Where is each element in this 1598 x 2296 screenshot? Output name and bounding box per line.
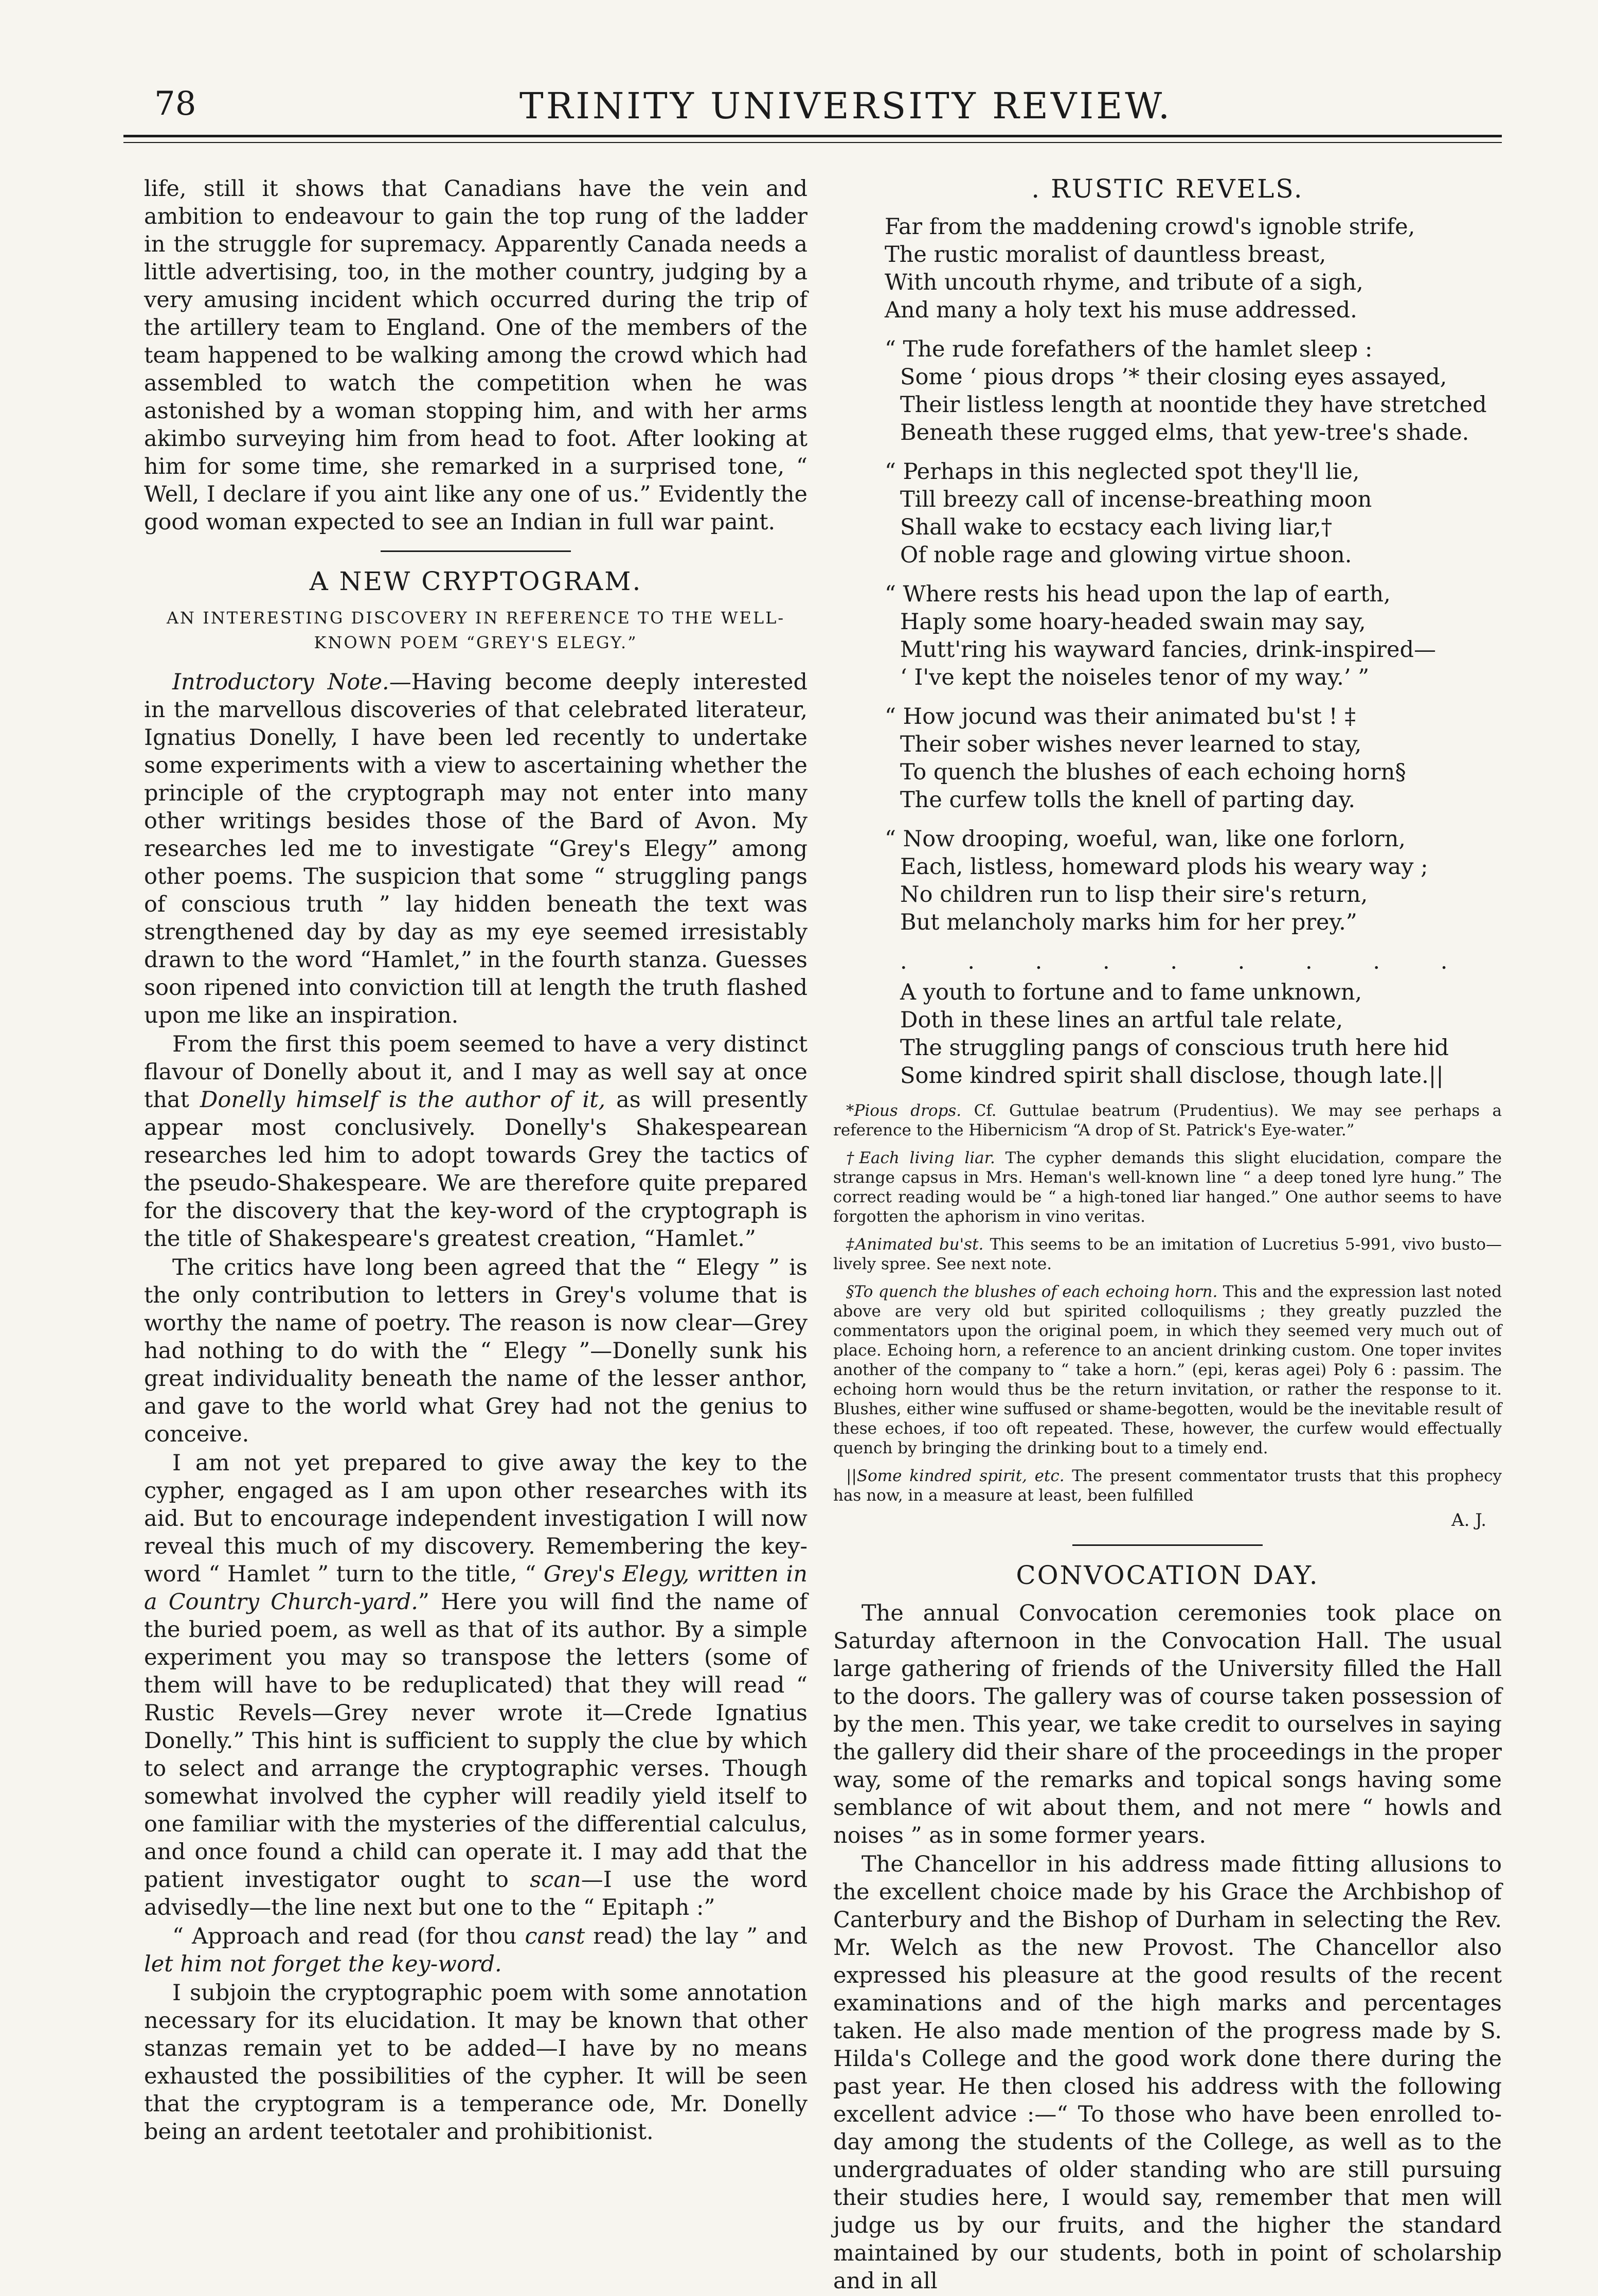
footnote-label: †Each living liar. [846, 1149, 995, 1167]
p2-text-a: From the first this poem seemed to have a very distinct flavour of Donelly about it, and I may as well say at once that [144, 1031, 807, 1113]
stanza [885, 703, 1502, 814]
p5-italic-keyword: let him not forget the key-word. [144, 1951, 502, 1977]
poem-line: Doth in these lines an artful tale relate, [900, 1007, 1343, 1033]
stanza [885, 335, 1502, 447]
continued-paragraph: life, still it shows that Canadians have the vein and ambition to endeavour to gain the top rung of the ladder in the struggle for supremacy. Apparently Canada needs a little advertising, too, in the mother country, judging by a very amusing incident which occurred during the trip of the artillery team to England. One of the members of the team happened to be walking among the crowd which had assembled to watch the competition when he was astonished by a woman stopping him, and with her arms akimbo surveying him from head to foot. After looking at him for some time, she remarked in a surprised tone, “ Well, I declare if you aint like any one of us.” Evidently the good woman expected to see an Indian in full war paint. [144, 176, 807, 535]
p5-italic-canst: canst [525, 1924, 585, 1949]
poem-line: Some kindred spirit shall disclose, though late.|| [900, 1063, 1444, 1089]
poem [833, 213, 1502, 1090]
footnote [833, 1466, 1502, 1505]
poem-line: To quench the blushes of each echoing horn§ [900, 759, 1406, 785]
p4-text-c: —I use the word advisedly—the line next but one to the “ Epitaph :” [144, 1867, 807, 1920]
poem-line: “ The rude forefathers of the hamlet sleep : [885, 336, 1373, 362]
poem-line: ‘ I've kept the noiseles tenor of my way.’ ” [900, 665, 1370, 690]
poem-line: And many a holy text his muse addressed. [885, 297, 1357, 323]
poem-line: The struggling pangs of conscious truth here hid [900, 1035, 1449, 1061]
poem-line: Their listless length at noontide they have stretched [900, 392, 1487, 418]
section-title: CONVOCATION DAY. [1016, 1560, 1319, 1590]
poem-line: Beneath these rugged elms, that yew-tree's shade. [900, 420, 1469, 446]
poem-line: “ Now drooping, woeful, wan, like one forlorn, [885, 826, 1406, 852]
paragraph-3: The critics have long been agreed that the “ Elegy ” is the only contribution to letters in Grey's volume that is worthy the name of poetry. The reason is now clear—Grey had nothing to do with the “ Elegy ”—Donelly sunk his great individuality beneath the name of the lesser anthor, and gave to the world what Grey had not the genius to conceive. [144, 1255, 807, 1447]
intro-label: Introductory Note. [172, 669, 389, 695]
p2-italic: Donelly himself is the author of it, [200, 1087, 606, 1113]
poem-line: “ Where rests his head upon the lap of earth, [885, 581, 1391, 607]
stanza [885, 213, 1502, 324]
poem-line: The rustic moralist of dauntless breast, [885, 242, 1326, 268]
footnote-text: This seems to be an imitation of Lucretius 5-991, vivo busto—lively spree. See next note. [833, 1235, 1502, 1273]
footnote-label: §To quench the blushes of each echoing horn. [846, 1283, 1218, 1301]
poem-line: Till breezy call of incense-breathing moon [900, 487, 1372, 512]
poem-line: “ Perhaps in this neglected spot they'll lie, [885, 459, 1360, 485]
footnote-text: Cf. Guttulae beatrum (Prudentius). We may see perhaps a reference to the Hibernicism “A drop of St. Patrick's Eye-water.” [833, 1101, 1502, 1140]
poem-line: Each, listless, homeward plods his weary way ; [900, 854, 1428, 880]
footnote-label: ||Some kindred spirit, etc. [846, 1467, 1065, 1485]
footnote [833, 1148, 1502, 1226]
poem-line: Mutt'ring his wayward fancies, drink-inspired— [900, 637, 1437, 663]
header-rule [123, 135, 1502, 137]
footnote-text: This and the expression last noted above are very old but spirited colloquilisms ; they greatly puzzled the commentators upon the original poem, in which they seemed very much out of place. Echoing horn, a reference to an ancient drinking custom. One toper invites another of the company to “ take a horn.” (epi, keras agei) Poly 6 : passim. The echoing horn would thus be the return invitation, or rather the response to it. Blushes, either wine suffused or shame-begotten, would be the inevitable result of these echoes, if too oft repeated. These, however, the curfew would effectually quench by bringing the drinking bout to a timely end. [833, 1283, 1502, 1457]
stanza [885, 458, 1502, 569]
poem-title: . RUSTIC REVELS. [1031, 174, 1304, 204]
poem-line: “ How jocund was their animated bu'st ! ‡ [885, 704, 1356, 729]
p5-text-a: “ Approach and read (for thou [172, 1924, 525, 1949]
poem-line: Some ‘ pious drops ’* their closing eyes assayed, [900, 364, 1447, 390]
footnote [833, 1101, 1502, 1140]
poem-line: Far from the maddening crowd's ignoble strife, [885, 214, 1415, 240]
p4-text-b: ” Here you will find the name of the buried poem, as well as that of its author. By a simple experiment you may so transpose the letters (some of them will have to be reduplicated) that they will read “ Rustic Revels—Grey never wrote it—Crede Ignatius Donelly.” This hint is sufficient to supply the clue by which to select and arrange the cryptographic verses. Though somewhat involved the cypher will readily yield itself to one familiar with the mysteries of the differential calculus, and once found a child can operate it. I may add that the patient investigator ought to [144, 1589, 807, 1893]
p4-italic-scan: scan [530, 1867, 581, 1893]
article-subtitle: AN INTERESTING DISCOVERY IN REFERENCE TO THE WELL-KNOWN POEM “GREY'S ELEGY.” [166, 608, 785, 652]
intro-text: —Having become deeply interested in the marvellous discoveries of that celebrated literateur, Ignatius Donelly, I have been led recently to undertake some experiments with a view to ascertaining whether the principle of the cryptograph may not enter into many other writings besides those of the Bard of Avon. My researches led me to investigate “Grey's Elegy” among other poems. The suspicion that some “ struggling pangs of conscious truth ” lay hidden beneath the text was strengthened day by day as my eye seemed irresistably drawn to the word “Hamlet,” in the fourth stanza. Guesses soon ripened into conviction till at length the truth flashed upon me like an inspiration. [144, 669, 807, 1028]
footnote-text: The cypher demands this slight elucidation, compare the strange capsus in Mrs. Heman's well-known line “ a deep toned lyre hung.” The correct reading would be “ a high-toned liar hanged.” One author seems to have forgotten the aphorism in vino veritas. [833, 1149, 1502, 1226]
footnote [833, 1235, 1502, 1274]
paragraph-4 [144, 1449, 807, 1921]
footnote-label: *Pious drops. [846, 1101, 962, 1120]
footnotes [833, 1101, 1502, 1530]
section-separator [1072, 1544, 1263, 1546]
poem-line: The curfew tolls the knell of parting day. [900, 787, 1356, 813]
header-rule-thin [123, 142, 1502, 143]
stanza [885, 825, 1502, 936]
poem-line: Their sober wishes never learned to stay, [900, 732, 1362, 757]
page-number: 78 [154, 85, 196, 123]
convocation-paragraph-1: The annual Convocation ceremonies took place on Saturday afternoon in the Convocation Hall. The usual large gathering of friends of the University filled the Hall to the doors. The gallery was of course taken possession of by the men. This year, we take credit to ourselves in saying the gallery did their share of the proceedings in the proper way, some of the remarks and topical songs having some semblance of wit about them, and not mere “ howls and noises ” as in some former years. [833, 1600, 1502, 1848]
poem-line: Shall wake to ecstacy each living liar,† [900, 514, 1333, 540]
paragraph-5 [144, 1923, 807, 1978]
p2-text-b: as will presently appear most conclusively. Donelly's Shakespearean researches led him to adopt towards Grey the tactics of the pseudo-Shakespeare. We are therefore quite prepared for the discovery that the key-word of the cryptograph is the title of Shakespeare's greatest creation, “Hamlet.” [144, 1087, 807, 1252]
running-head: TRINITY UNIVERSITY REVIEW. [519, 85, 1173, 127]
poem-line: No children run to lisp their sire's return, [900, 882, 1368, 907]
convocation-paragraph-2: The Chancellor in his address made fitting allusions to the excellent choice made by his Grace the Archbishop of Canterbury and the Bishop of Durham in selecting the Rev. Mr. Welch as the new Provost. The Chancellor also expressed his pleasure at the good results of the recent examinations and of the high marks and percentages taken. He also made mention of the progress made by S. Hilda's College and the good work done there during the past year. He then closed his address with the following excellent advice :—“ To those who have been enrolled to-day among the students of the College, as well as to the undergraduates of older standing who are still pursuing their studies here, I would say, remember that men will judge us by our fruits, and the higher the standard maintained by our students, both in point of scholarship and in all [833, 1852, 1502, 2294]
author-signature: A. J. [1451, 1510, 1486, 1530]
p4-text-a: I am not yet prepared to give away the key to the cypher, engaged as I am upon other researches with its aid. But to encourage independent investigation I will now reveal this much of my discovery. Remembering the key-word “ Hamlet ” turn to the title, “ [144, 1450, 807, 1587]
poem-line: Of noble rage and glowing virtue shoon. [900, 542, 1352, 568]
right-column [833, 175, 1502, 2296]
poem-line: A youth to fortune and to fame unknown, [900, 980, 1362, 1005]
p4-italic-title: Grey's Elegy, written in a Country Church-yard. [144, 1561, 807, 1615]
paragraph-6: I subjoin the cryptographic poem with some annotation necessary for its elucidation. It may be known that other stanzas remain yet to be added—I have by no means exhausted the possibilities of the cypher. It will be seen that the cryptogram is a temperance ode, Mr. Donelly being an ardent teetotaler and prohibitionist. [144, 1980, 807, 2145]
article-title: A NEW CRYPTOGRAM. [309, 566, 642, 596]
paragraph-2 [144, 1030, 807, 1253]
footnote-text: The present commentator trusts that this prophecy has now, in a measure at least, been fulfilled [833, 1467, 1502, 1505]
footnote-label: ‡Animated bu'st. [846, 1235, 984, 1254]
poem-line: With uncouth rhyme, and tribute of a sigh, [885, 270, 1363, 295]
ellipsis-row: . . . . . . . . . [900, 949, 1475, 974]
intro-paragraph [144, 668, 807, 1029]
stanza [885, 580, 1502, 691]
left-column [144, 175, 807, 2147]
poem-line: Haply some hoary-headed swain may say, [900, 609, 1366, 635]
poem-line: But melancholy marks him for her prey.” [900, 910, 1357, 935]
final-stanza [885, 978, 1502, 1090]
p5-text-b: read) the lay ” and [585, 1924, 807, 1949]
footnote [833, 1282, 1502, 1458]
section-separator [381, 550, 571, 552]
